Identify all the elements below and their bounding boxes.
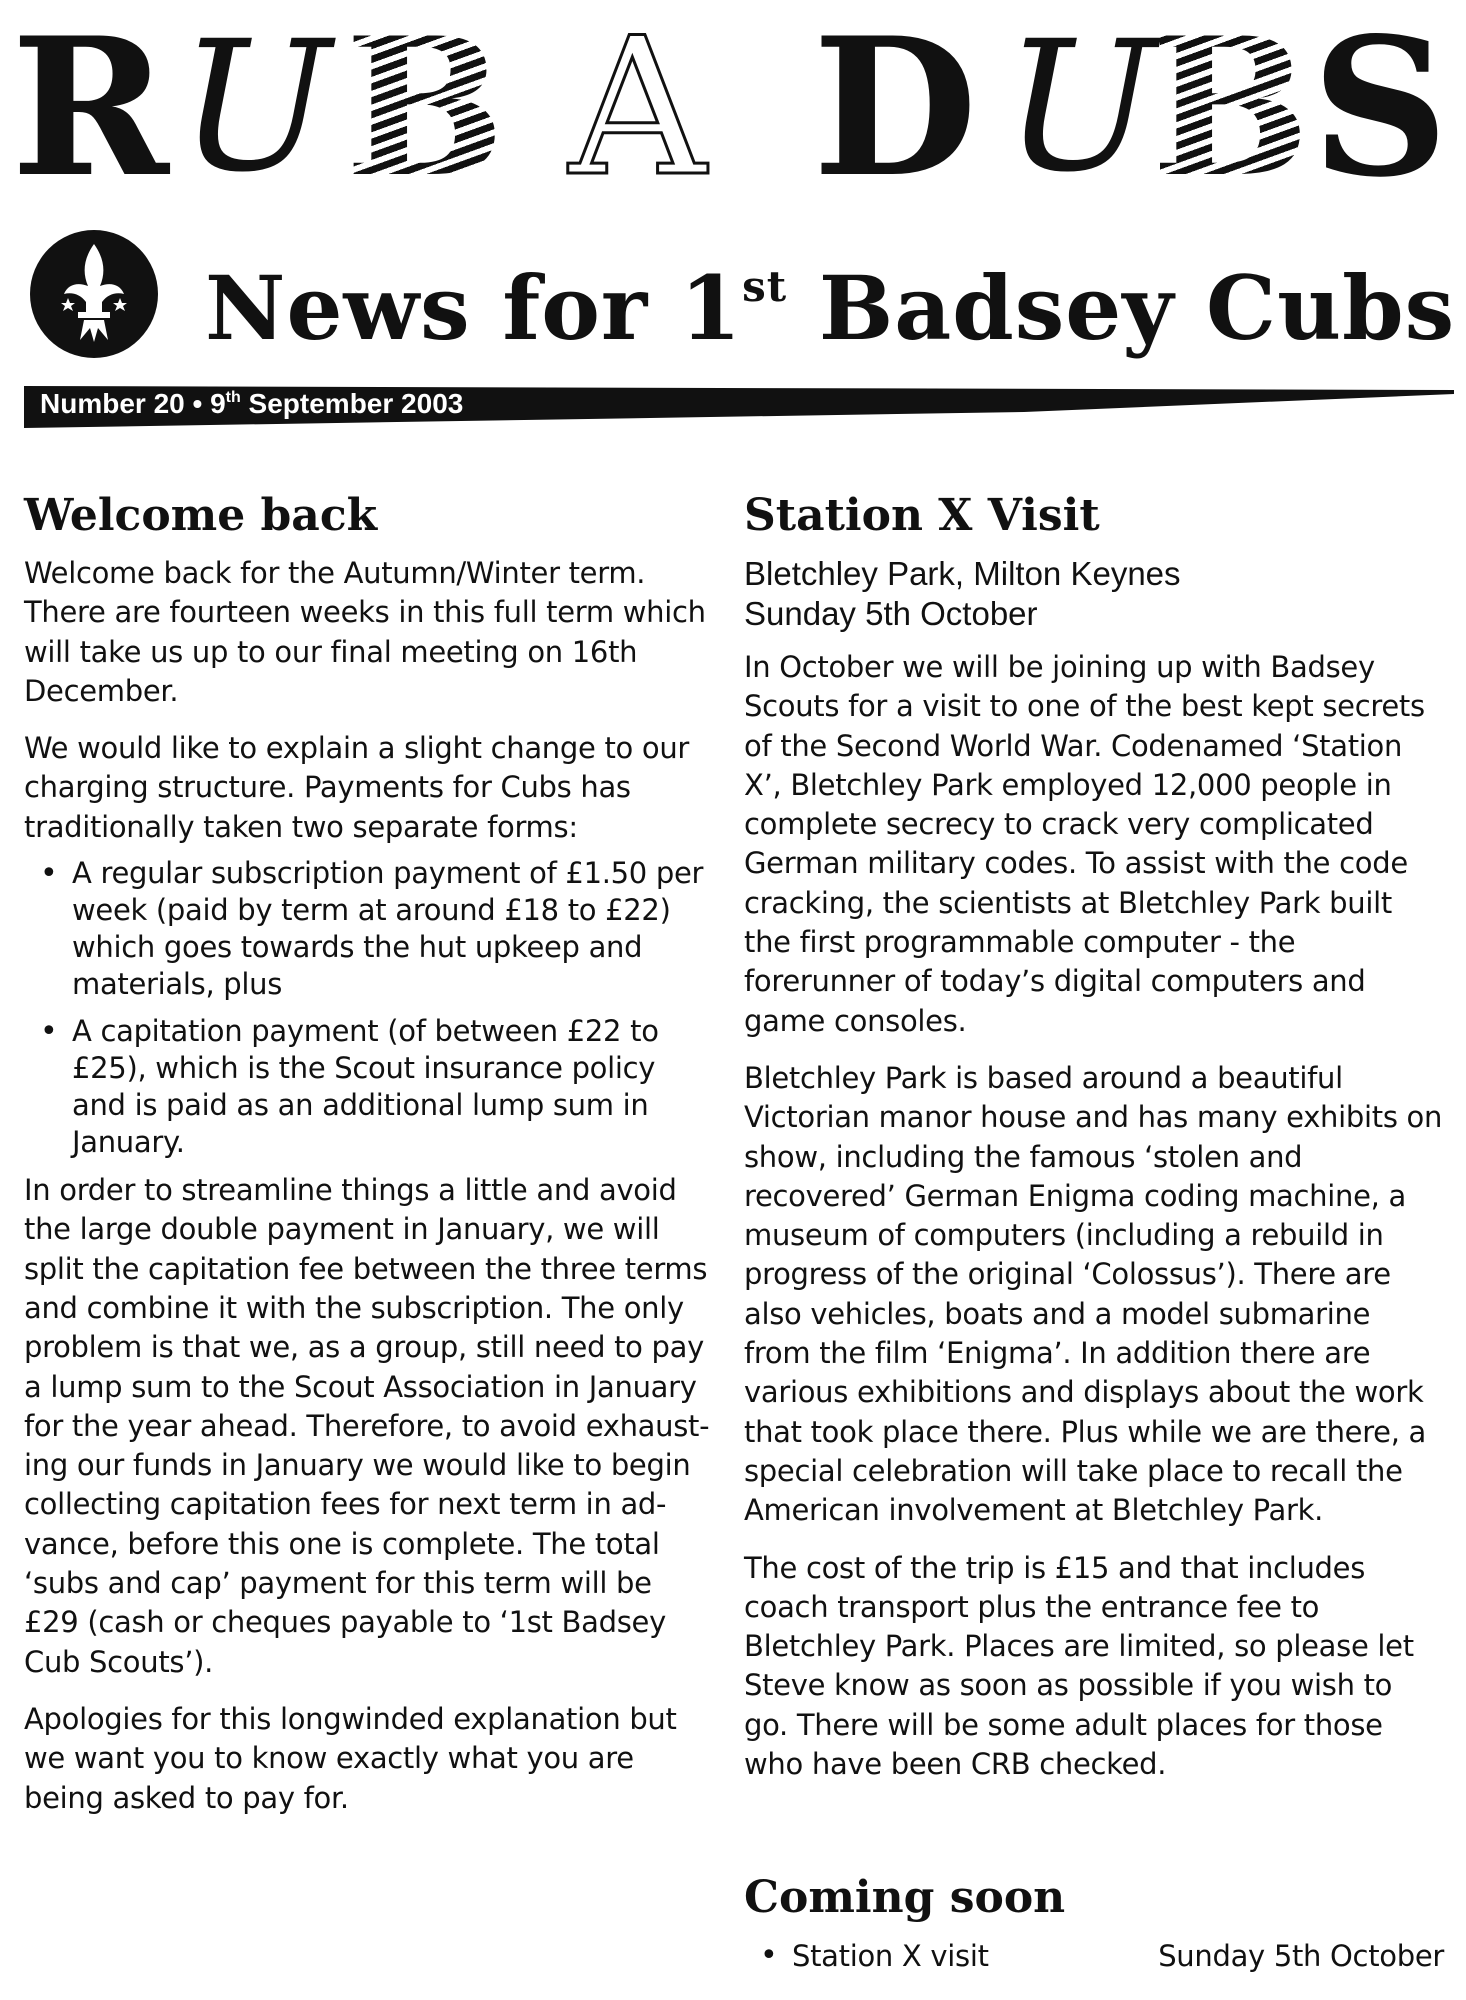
welcome-heading: Welcome back (24, 490, 378, 541)
issue-day-suffix: th (225, 389, 241, 406)
coming-date: Sunday 5th October (1158, 1939, 1444, 1973)
issue-band (24, 382, 1454, 432)
subtitle-prefix: News for 1 (205, 256, 743, 360)
masthead-letter-a: A (568, 0, 707, 218)
masthead-letter-d: D (812, 0, 978, 219)
issue-day: 9 (210, 388, 226, 419)
coming-soon-heading: Coming soon (744, 1872, 1066, 1923)
welcome-paragraph-3: In order to streamline things a little and avoid the large double payment in January, we will split the capitation fee between the three terms and combine it with the subscription. The only problem is that we, as a group, still need to pay a lump sum to the Scout Association in January for the year ahead. Therefore, to avoid exhaust-ing our funds in January we would like to begin collecting capitation fees for next term in ad-vance, before this one is complete. The total ‘subs and cap’ payment for this term will be £29 (cash or cheques payable to ‘1st Badsey Cub Scouts’). (24, 1173, 710, 1679)
welcome-paragraph-4: Apologies for this longwinded explanation but we want you to know exactly what you are being asked to pay for. (24, 1701, 677, 1815)
coming-soon-section (744, 1870, 1444, 1976)
list-item (744, 1936, 1444, 1976)
issue-number: Number 20 (40, 388, 185, 419)
station-heading: Station X Visit (744, 490, 1100, 541)
issue-separator: • (192, 388, 203, 419)
masthead-letter-b: B (344, 0, 506, 219)
masthead-letter-u: U (179, 2, 331, 212)
welcome-paragraph-1: Welcome back for the Autumn/Winter term. There are fourteen weeks in this full term which will take us up to our final meeting on 16th December. (24, 556, 706, 708)
subtitle-superscript: st (742, 262, 788, 311)
masthead-letter-u2: U (1004, 2, 1156, 212)
welcome-article (24, 488, 714, 1836)
masthead-letter-r: R (11, 0, 169, 219)
station-location: Bletchley Park, Milton Keynes (744, 555, 1181, 592)
station-paragraph-3: The cost of the trip is £15 and that includes coach transport plus the entrance fee to Bletchley Park. Places are limited, so please let Steve know as soon as possible if you wish to go. There will be some adult places for those who have been CRB checked. (744, 1550, 1414, 1782)
issue-date: September 2003 (240, 388, 464, 419)
list-item: • A capitation payment (of between £22 to £25), which is the Scout insurance policy and is paid as an additional lump sum in January. (72, 1013, 714, 1161)
issue-info (40, 388, 463, 420)
scout-fleur-de-lis-icon (28, 228, 160, 360)
subtitle-suffix: Badsey Cubs (787, 256, 1456, 360)
station-x-article (744, 488, 1444, 1802)
coming-event: • Station X visit (792, 1939, 989, 1973)
masthead (0, 0, 1466, 219)
welcome-paragraph-2: We would like to explain a slight change to our charging structure. Payments for Cubs has traditionally taken two separate forms: (24, 731, 690, 844)
station-date: Sunday 5th October (744, 595, 1038, 632)
masthead-letter-s: S (1311, 0, 1449, 219)
payment-list (24, 855, 714, 1161)
list-item: • A regular subscription payment of £1.50 per week (paid by term at around £18 to £22) which goes towards the hut upkeep and materials, plus (72, 855, 714, 1003)
station-paragraph-2: Bletchley Park is based around a beautiful Victorian manor house and has many exhibits on show, including the famous ‘stolen and recovered’ German Enigma coding machine, a museum of computers (including a rebuild in progress of the original ‘Colossus’). There are also vehicles, boats and a model submarine from the film ‘Enigma’. In addition there are various exhibitions and displays about the work that took place there. Plus while we are there, a special celebration will take place to recall the American involvement at Bletchley Park. (744, 1060, 1443, 1528)
masthead-letter-b2: B (1149, 0, 1311, 219)
newsletter-subtitle (205, 232, 1456, 363)
station-paragraph-1: In October we will be joining up with Badsey Scouts for a visit to one of the best kept secrets of the Second World War. Codenamed ‘Station X’, Bletchley Park employed 12,000 people in complete secrecy to crack very complicated German military codes. To assist with the code cracking, the scientists at Bletchley Park built the first programmable computer - the forerunner of today’s digital computers and game consoles. (744, 650, 1425, 1038)
